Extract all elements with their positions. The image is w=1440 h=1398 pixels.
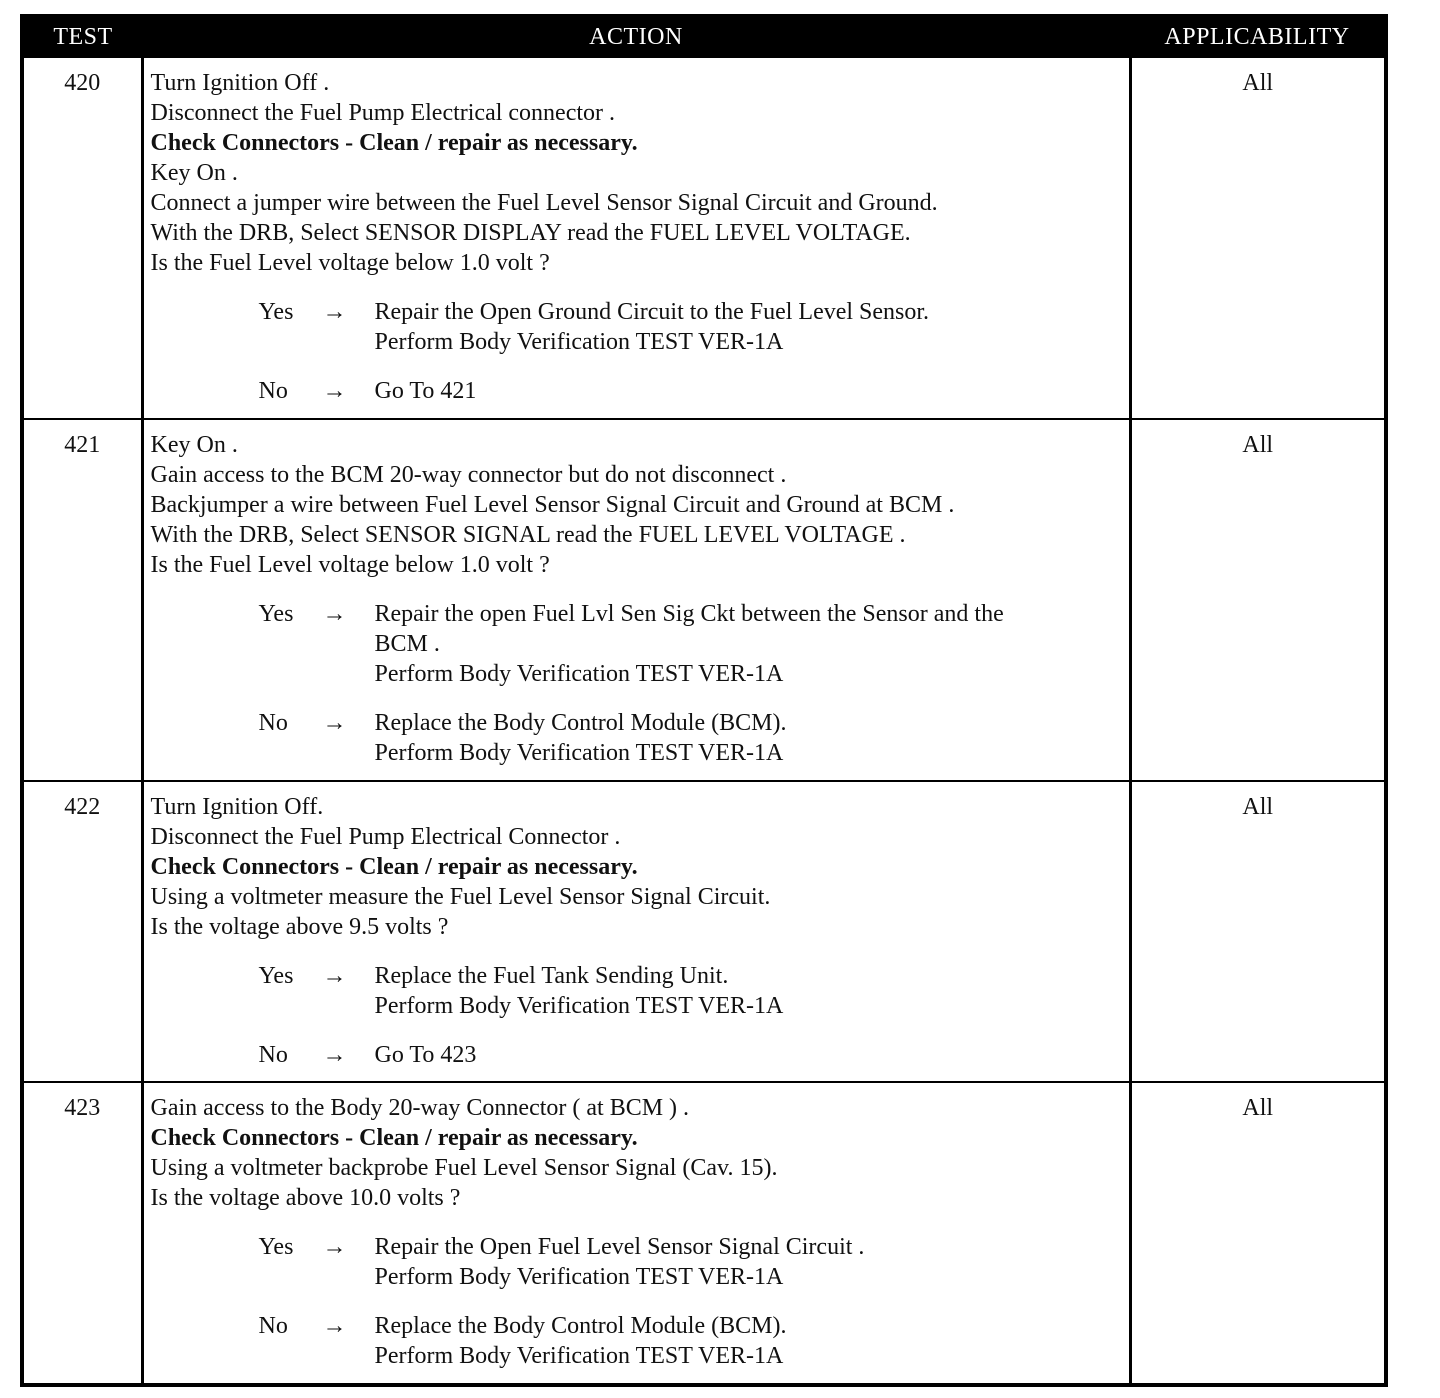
- result-line: Perform Body Verification TEST VER-1A: [374, 740, 784, 766]
- right-arrow-icon: →: [322, 601, 347, 627]
- table-row: [22, 1082, 1386, 1385]
- result-line: Repair the Open Fuel Level Sensor Signal Circuit .: [374, 1234, 865, 1260]
- action-step: Is the Fuel Level voltage below 1.0 volt ?: [150, 250, 550, 276]
- result-line: BCM .: [374, 631, 440, 657]
- table-body: [22, 57, 1386, 1385]
- right-arrow-icon: →: [322, 1042, 347, 1068]
- action-step: Using a voltmeter backprobe Fuel Level Sensor Signal (Cav. 15).: [150, 1155, 778, 1181]
- action-step: Gain access to the BCM 20-way connector but do not disconnect .: [150, 462, 787, 488]
- result-line: Perform Body Verification TEST VER-1A: [374, 329, 784, 355]
- result-line: Replace the Fuel Tank Sending Unit.: [374, 963, 729, 989]
- action-step: With the DRB, Select SENSOR DISPLAY read the FUEL LEVEL VOLTAGE.: [150, 220, 911, 246]
- yes-branch: [259, 297, 1123, 357]
- yes-label: Yes: [258, 1234, 294, 1260]
- no-branch: [259, 1311, 1123, 1371]
- no-result: [375, 376, 1123, 406]
- action-step: Gain access to the Body 20-way Connector ( at BCM ) .: [150, 1095, 690, 1121]
- action-step: Disconnect the Fuel Pump Electrical connector .: [150, 100, 616, 126]
- test-number: 420: [22, 57, 142, 419]
- action-step-bold: Check Connectors - Clean / repair as necessary.: [150, 1125, 638, 1151]
- action-step: Turn Ignition Off .: [150, 70, 330, 96]
- action-step: Key On .: [150, 160, 238, 186]
- test-number: 421: [22, 419, 142, 781]
- table-row: [22, 57, 1386, 419]
- applicability-value: All: [1130, 781, 1386, 1082]
- yes-result: [375, 297, 1123, 357]
- no-branch: [259, 708, 1123, 768]
- result-line: Replace the Body Control Module (BCM).: [374, 710, 787, 736]
- header-test: TEST: [22, 16, 142, 57]
- action-cell: [142, 1082, 1130, 1385]
- applicability-value: All: [1130, 419, 1386, 781]
- result-line: Repair the Open Ground Circuit to the Fuel Level Sensor.: [374, 299, 930, 325]
- action-step: With the DRB, Select SENSOR SIGNAL read the FUEL LEVEL VOLTAGE .: [150, 522, 906, 548]
- action-cell: [142, 781, 1130, 1082]
- result-line: Perform Body Verification TEST VER-1A: [374, 1343, 784, 1369]
- no-branch: [259, 376, 1123, 406]
- action-step: Is the voltage above 10.0 volts ?: [150, 1185, 461, 1211]
- table-row: [22, 781, 1386, 1082]
- yes-label: Yes: [258, 963, 294, 989]
- result-line: Go To 423: [374, 1042, 477, 1068]
- action-step: Is the voltage above 9.5 volts ?: [150, 914, 449, 940]
- table-header-row: [22, 16, 1386, 57]
- diagnostic-test-table: [20, 14, 1388, 1387]
- result-line: Perform Body Verification TEST VER-1A: [374, 1264, 784, 1290]
- action-cell: [142, 57, 1130, 419]
- action-step: Turn Ignition Off.: [150, 794, 324, 820]
- result-line: Go To 421: [374, 378, 477, 404]
- action-step: Using a voltmeter measure the Fuel Level Sensor Signal Circuit.: [150, 884, 771, 910]
- action-step-bold: Check Connectors - Clean / repair as necessary.: [150, 130, 638, 156]
- header-action: ACTION: [142, 16, 1130, 57]
- no-result: [375, 1311, 1123, 1371]
- no-label: No: [258, 1313, 288, 1339]
- no-branch: [259, 1040, 1123, 1070]
- result-line: Replace the Body Control Module (BCM).: [374, 1313, 787, 1339]
- yes-branch: [259, 599, 1123, 689]
- action-step: Disconnect the Fuel Pump Electrical Connector .: [150, 824, 621, 850]
- right-arrow-icon: →: [322, 1234, 347, 1260]
- table-row: [22, 419, 1386, 781]
- action-step: Is the Fuel Level voltage below 1.0 volt ?: [150, 552, 550, 578]
- applicability-value: All: [1130, 1082, 1386, 1385]
- yes-label: Yes: [258, 299, 294, 325]
- test-number: 422: [22, 781, 142, 1082]
- yes-result: [375, 599, 1123, 689]
- no-label: No: [258, 1042, 288, 1068]
- right-arrow-icon: →: [322, 1313, 347, 1339]
- yes-result: [375, 961, 1123, 1021]
- action-step: Key On .: [150, 432, 238, 458]
- no-result: [375, 708, 1123, 768]
- yes-branch: [259, 1232, 1123, 1292]
- header-applicability: APPLICABILITY: [1130, 16, 1386, 57]
- right-arrow-icon: →: [322, 963, 347, 989]
- action-step-bold: Check Connectors - Clean / repair as necessary.: [150, 854, 638, 880]
- yes-result: [375, 1232, 1123, 1292]
- no-label: No: [258, 378, 288, 404]
- result-line: Perform Body Verification TEST VER-1A: [374, 661, 784, 687]
- action-step: Backjumper a wire between Fuel Level Sensor Signal Circuit and Ground at BCM .: [150, 492, 955, 518]
- applicability-value: All: [1130, 57, 1386, 419]
- right-arrow-icon: →: [322, 378, 347, 404]
- result-line: Perform Body Verification TEST VER-1A: [374, 993, 784, 1019]
- no-label: No: [258, 710, 288, 736]
- action-step: Connect a jumper wire between the Fuel Level Sensor Signal Circuit and Ground.: [150, 190, 938, 216]
- right-arrow-icon: →: [322, 710, 347, 736]
- action-cell: [142, 419, 1130, 781]
- test-number: 423: [22, 1082, 142, 1385]
- yes-label: Yes: [258, 601, 294, 627]
- result-line: Repair the open Fuel Lvl Sen Sig Ckt between the Sensor and the: [374, 601, 1004, 627]
- right-arrow-icon: →: [322, 299, 347, 325]
- yes-branch: [259, 961, 1123, 1021]
- no-result: [375, 1040, 1123, 1070]
